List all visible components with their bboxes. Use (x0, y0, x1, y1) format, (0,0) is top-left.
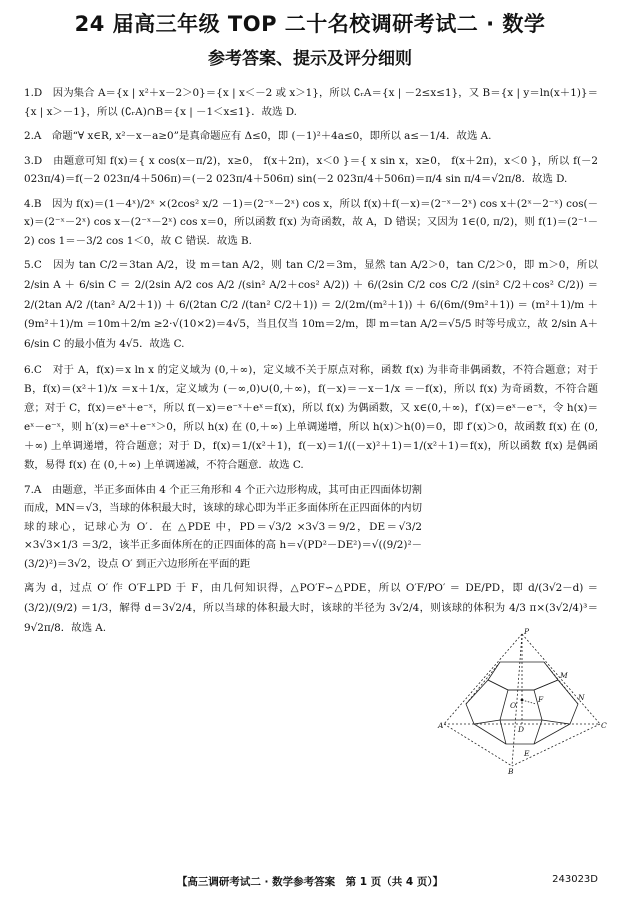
page-title: 24 届高三年级 TOP 二十名校调研考试二 · 数学 (74, 12, 546, 36)
answer-7-continued: 离为 d，过点 O′ 作 O′F⊥PD 于 F，由几何知识得，△PO′F∽△PDE，所以 O′F/PO′ ＝ DE/PD，即 d/(3√2－d) ＝ (3/2)/(9/2) ＝1/3，解得 d＝3√2/4，所以当球的体积最大时，该球的半径为 3√2/4，则该球的体积为 4/3 π×(3√2/4)³＝9√2π/8．故选 A. (24, 582, 598, 634)
answer-3: 3.D 由题意可知 f(x)＝{ x cos(x－π/2)，x≥0， f(x＋2π)，x＜0 }＝{ x sin x，x≥0， f(x＋2π)，x＜0 }，所以 f(－2 023π/4)＝f(－2 023π/4＋506π)＝(－2 023π/4＋506π) sin(－2 023π/4＋506π)＝π/4 sin π/4＝√2π/8．故选 D. (24, 154, 598, 186)
label-O-prime: O′ (510, 701, 518, 710)
semi-regular-polyhedron-figure (438, 628, 606, 774)
answer-2: 2.A 命题“∀ x∈R, x²－x－a≥0”是真命题应有 Δ≤0，即 (－1)²＋4a≤0，即所以 a≤－1/4．故选 A. (24, 130, 492, 143)
answer-6: 6.C 对于 A，f(x)＝x ln x 的定义域为 (0,＋∞)，定义域不关于原点对称，函数 f(x) 为非奇非偶函数，不符合题意；对于 B，f(x)＝(x²＋1)/x ＝x＋1/x，定义域为 (－∞,0)∪(0,＋∞)，f(－x)＝－x－1/x ＝－f(x)，所以 f(x) 为奇函数，不符合题意；对于 C，f(x)＝eˣ＋e⁻ˣ，所以 f(－x)＝e⁻ˣ＋eˣ＝f(x)，所以 f(x) 为偶函数，又 x∈(0,＋∞)，f′(x)＝eˣ－e⁻ˣ，令 h(x)＝eˣ－e⁻ˣ，则 h′(x)＝eˣ＋e⁻ˣ＞0，所以 h(x) 在 (0,＋∞) 上单调递增，所以 h(x)＞h(0)＝0，即 f′(x)＞0，故函数 f(x) 在 (0,＋∞) 上单调递增，符合题意；对于 D，f(x)＝1/(x²＋1)，f(－x)＝1/((－x)²＋1)＝1/(x²＋1)＝f(x)，所以函数 f(x) 是偶函数，易得 f(x) 在 (0,＋∞) 上单调递减，不符合题意．故选 C. (24, 363, 598, 471)
answer-7: 7.A 由题意，半正多面体由 4 个正三角形和 4 个正六边形构成，其可由正四面体切割而成，MN＝√3，当球的体积最大时，该球的球心即为半正多面体所在正四面体的内切球的球心，记球心为 O′．在 △PDE 中，PD＝√3/2 ×3√3＝9/2，DE＝√3/2 ×3√3×1/3 ＝3/2，该半正多面体所在的正四面体的高 h＝√(PD²－DE²)＝√((9/2)²－(3/2)²)＝3√2，设点 O′ 到正六边形所在平面的距 (24, 483, 422, 570)
label-C: C (601, 721, 607, 730)
answers-body (24, 84, 598, 644)
answer-5: 5.C 因为 tan C/2＝3tan A/2，设 m＝tan A/2，则 tan C/2＝3m，显然 tan A/2＞0，tan C/2＞0，即 m＞0，所以 2/sin A ＋ 6/sin C ＝ 2/(2sin A/2 cos A/2 /(sin² A/2＋cos² A/2)) ＋ 6/(2sin C/2 cos C/2 /(sin² C/2＋cos² C/2)) ＝ 2/(2tan A/2 /(tan² A/2＋1)) ＋ 6/(2tan C/2 /(tan² C/2＋1)) ＝ 2/(2m/(m²＋1)) ＋ 6/(6m/(9m²＋1)) ＝ (m²＋1)/m ＋ (9m²＋1)/m ＝10m＋2/m ≥2·√(10×2)＝4√5，当且仅当 10m＝2/m，即 m＝tan A/2＝√5/5 时等号成立，故 2/sin A＋6/sin C 的最小值为 4√5．故选 C. (24, 259, 598, 351)
label-A: A (438, 721, 444, 730)
polyhedron-diagram (438, 628, 606, 774)
answer-4: 4.B 因为 f(x)＝(1－4ˣ)/2ˣ ×(2cos² x/2 －1)＝(2⁻ˣ－2ˣ) cos x，所以 f(x)＋f(－x)＝(2⁻ˣ－2ˣ) cos x＋(2ˣ－2⁻ˣ) cos(－x)＝(2⁻ˣ－2ˣ) cos x－(2⁻ˣ－2ˣ) cos x＝0，所以函数 f(x) 为奇函数，故 A，D 错误；又因为 1∈(0, π/2)，则 f(1)＝(2⁻¹－2) cos 1＝－3/2 cos 1＜0，故 C 错误．故选 B. (24, 197, 598, 247)
page-footer: 【高三调研考试二 · 数学参考答案 第 1 页（共 4 页）】 (176, 876, 444, 888)
label-E: E (524, 749, 530, 758)
label-N: N (578, 693, 585, 702)
answer-1: 1.D 因为集合 A＝{x | x²＋x－2＞0}＝{x | x＜－2 或 x＞1}，所以 ∁ᵣA＝{x | －2≤x≤1}，又 B＝{x | y＝ln(x＋1)}＝{x | x＞－1}，所以 (∁ᵣA)∩B＝{x | －1＜x≤1}．故选 D. (24, 87, 598, 118)
label-B: B (508, 767, 514, 776)
document-code: 243023D (552, 874, 598, 885)
label-F: F (538, 695, 544, 704)
label-M: M (560, 671, 568, 680)
label-D: D (518, 725, 525, 734)
label-P: P (524, 627, 530, 636)
page-subtitle: 参考答案、提示及评分细则 (208, 49, 412, 69)
